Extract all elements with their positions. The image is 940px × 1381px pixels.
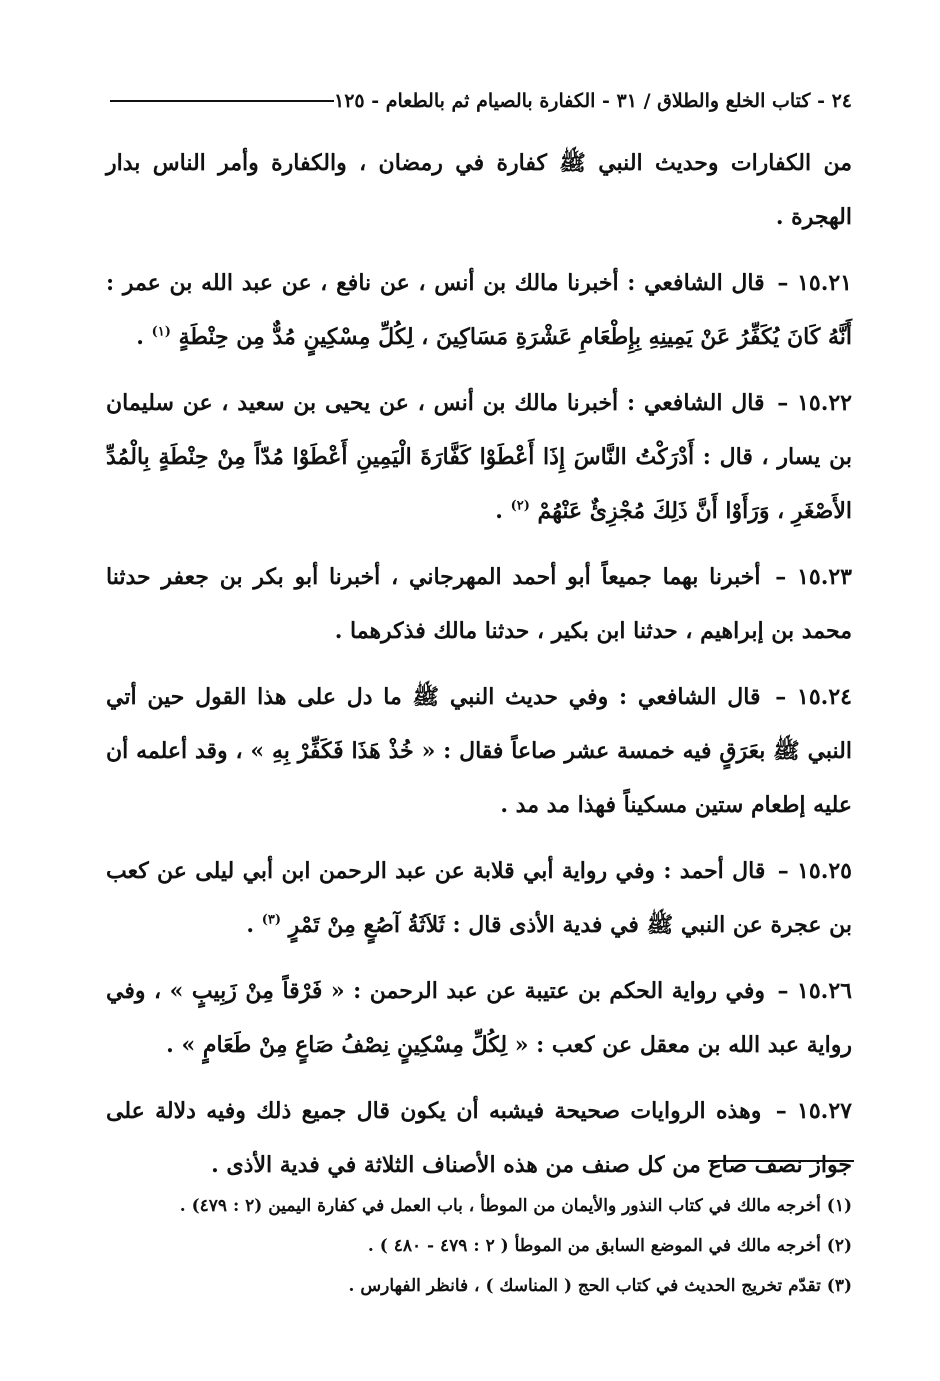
footnote-ref-1: (١) (151, 324, 171, 340)
paragraph-number: ١٥.٢٧ – (775, 1098, 852, 1124)
footnote-2: (٢) أخرجه مالك في الموضع السابق من الموطأ ( ٢ : ٤٧٩ - ٤٨٠ ) . (367, 1236, 852, 1256)
paragraph-tail: . (136, 324, 152, 350)
footnote-1: (١) أخرجه مالك في كتاب النذور والأيمان من الموطأ ، باب العمل في كفارة اليمين (٢ : ٤٧٩) . (179, 1196, 852, 1216)
paragraph-tail: . (495, 498, 511, 524)
paragraph-text: قال الشافعي : أخبرنا مالك بن أنس ، عن يحيى بن سعيد ، عن سليمان بن يسار ، قال : أَدْرَكْتُ النَّاسَ إِذَا أَعْطَوْا كَفَّارَةَ الْيَمِينِ أَعْطَوْا مُدّاً مِنْ حِنْطَةٍ بِالْمُدِّ الأَصْغَرِ ، وَرَأَوْا أَنَّ ذَلِكَ مُجْزِئٌ عَنْهُمْ (106, 390, 852, 524)
paragraph-text: قال الشافعي : أخبرنا مالك بن أنس ، عن نافع ، عن عبد الله بن عمر : أَنَّهُ كَانَ يُكَفِّرُ عَنْ يَمِينِهِ بِإِطْعَامِ عَشْرَةِ مَسَاكِينَ ، لِكُلِّ مِسْكِينٍ مُدٌّ مِن حِنْطَةٍ (106, 270, 852, 350)
paragraph-continuation (106, 136, 852, 244)
paragraph-15-23 (106, 550, 852, 658)
main-text (106, 136, 852, 1192)
paragraph-number: ١٥.٢٢ – (777, 390, 852, 416)
paragraph-number: ١٥.٢٥ – (777, 858, 852, 884)
paragraph-number: ١٥.٢١ – (777, 270, 852, 296)
paragraph-15-22 (106, 376, 852, 538)
paragraph-number: ١٥.٢٤ – (775, 684, 852, 710)
paragraph-15-24 (106, 670, 852, 832)
paragraph-tail: . (246, 912, 262, 938)
paragraph-15-26 (106, 964, 852, 1072)
footnote-ref-3: (٣) (261, 912, 281, 928)
paragraph-text: قال الشافعي : وفي حديث النبي ﷺ ما دل على هذا القول حين أتي النبي ﷺ بعَرَقٍ فيه خمسة عشر صاعاً فقال : « خُذْ هَذَا فَكَفِّرْ بِهِ » ، وقد أعلمه أن عليه إطعام ستين مسكيناً فهذا مد مد . (106, 684, 852, 818)
paragraph-15-25 (106, 844, 852, 952)
paragraph-15-27 (106, 1084, 852, 1192)
paragraph-text: وهذه الروايات صحيحة فيشبه أن يكون قال جميع ذلك وفيه دلالة على جواز نصف صاع من كل صنف من هذه الأصناف الثلاثة في فدية الأذى . (106, 1098, 852, 1178)
paragraph-text: قال أحمد : وفي رواية أبي قلابة عن عبد الرحمن ابن أبي ليلى عن كعب بن عجرة عن النبي ﷺ في فدية الأذى قال : ثَلاَثَةُ آصُعٍ مِنْ تَمْرٍ (106, 858, 852, 938)
running-header (100, 84, 852, 118)
running-header-text: ٢٤ - كتاب الخلع والطلاق / ٣١ - الكفارة بالصيام ثم بالطعام - ١٢٥ (334, 90, 852, 112)
footnote-ref-2: (٢) (510, 498, 530, 514)
paragraph-text: من الكفارات وحديث النبي ﷺ كفارة في رمضان ، والكفارة وأمر الناس بدار الهجرة . (106, 150, 852, 230)
paragraph-number: ١٥.٢٣ – (775, 564, 852, 590)
paragraph-number: ١٥.٢٦ – (777, 978, 852, 1004)
paragraph-15-21 (106, 256, 852, 364)
footnote-3: (٣) تقدّم تخريج الحديث في كتاب الحج ( المناسك ) ، فانظر الفهارس . (348, 1276, 852, 1296)
header-rule (110, 100, 334, 102)
footnotes (106, 1186, 852, 1306)
footnote-separator (708, 1160, 854, 1162)
paragraph-text: وفي رواية الحكم بن عتيبة عن عبد الرحمن : « فَرْقاً مِنْ زَبِيبٍ » ، وفي رواية عبد الله بن معقل عن كعب : « لِكُلِّ مِسْكِينٍ نِصْفُ صَاعٍ مِنْ طَعَامٍ » . (106, 978, 852, 1058)
paragraph-text: أخبرنا بهما جميعاً أبو أحمد المهرجاني ، أخبرنا أبو بكر بن جعفر حدثنا محمد بن إبراهيم ، حدثنا ابن بكير ، حدثنا مالك فذكرهما . (106, 564, 852, 644)
